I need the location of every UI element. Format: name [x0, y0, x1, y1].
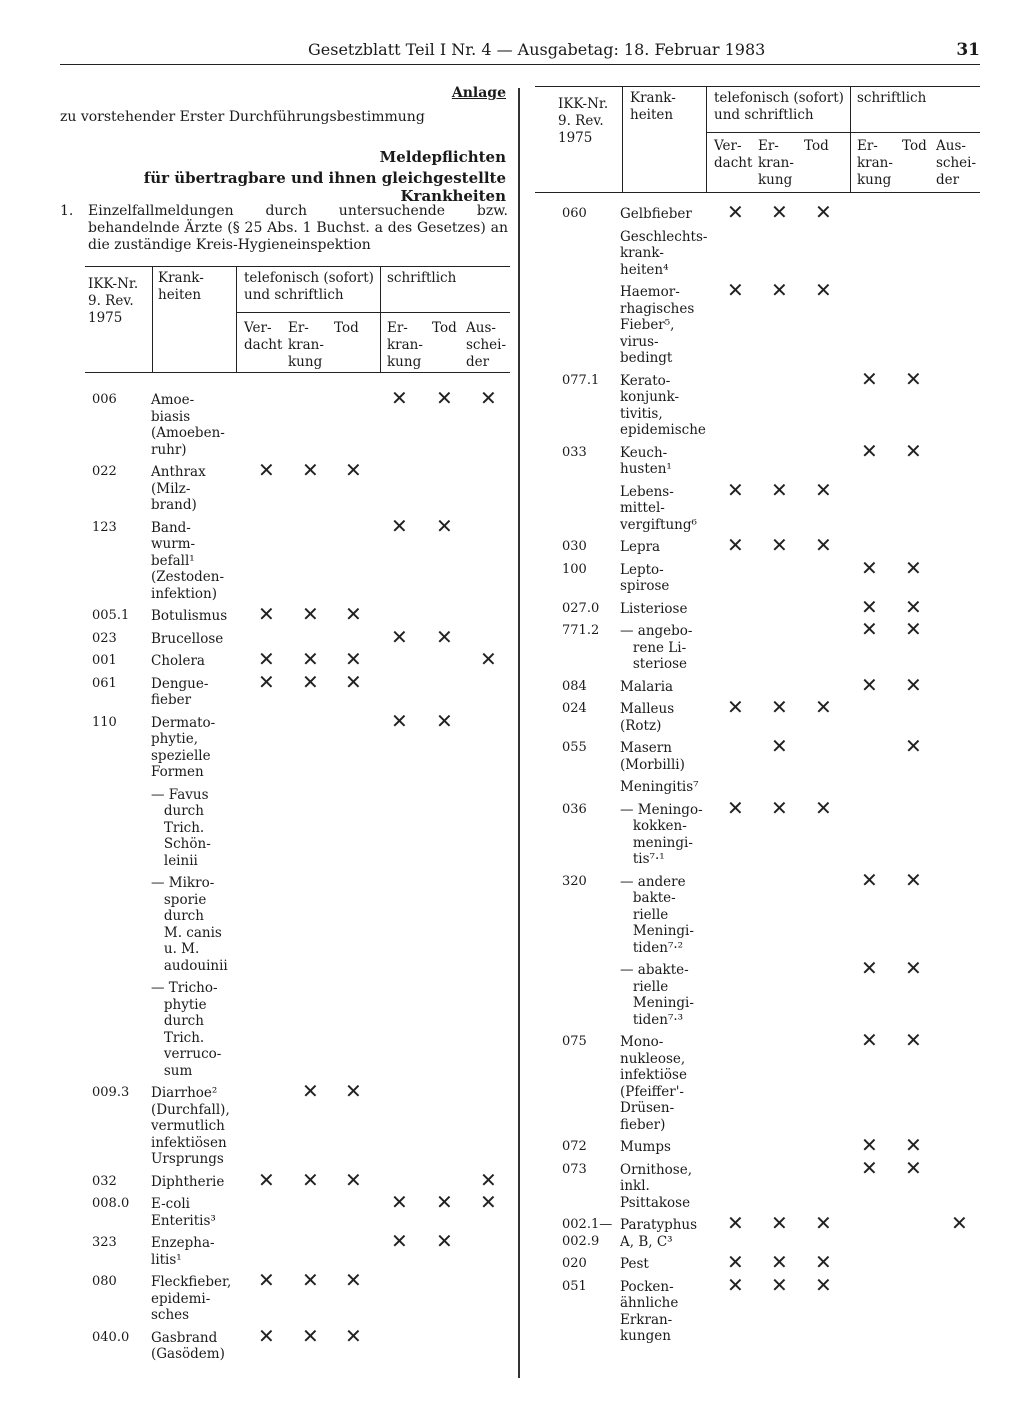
icd-code: 024 — [562, 701, 587, 716]
disease-name: — abakte- rielle Meningi- tiden⁷·³ — [620, 962, 694, 1028]
report-mark-icon: ✕ — [861, 366, 878, 391]
report-mark-icon: ✕ — [302, 1268, 319, 1292]
report-mark-icon: ✕ — [771, 477, 788, 502]
icd-code: 036 — [562, 801, 587, 817]
header-group-rule — [706, 132, 980, 133]
header-vline-code — [622, 86, 623, 192]
report-mark-icon: ✕ — [727, 1272, 744, 1297]
report-mark-icon: ✕ — [815, 1250, 832, 1274]
page-header — [60, 38, 980, 65]
icd-code: 771.2 — [562, 623, 600, 638]
section-subtitle: für übertragbare und ihnen gleichgestellte Krankheiten — [143, 169, 506, 205]
report-mark-icon: ✕ — [771, 278, 788, 302]
column-divider — [518, 88, 520, 1378]
report-mark-icon: ✕ — [861, 956, 878, 980]
icd-code: 002.1— 002.9 — [562, 1217, 613, 1249]
icd-code: 077.1 — [562, 372, 600, 388]
report-mark-icon: ✕ — [436, 624, 453, 649]
disease-name: Listeriose — [620, 600, 688, 617]
icd-code: 320 — [562, 873, 587, 889]
icd-code: 080 — [92, 1274, 117, 1289]
report-mark-icon: ✕ — [861, 594, 878, 619]
header-vline-name — [706, 86, 707, 192]
header-bottom-rule — [535, 192, 980, 193]
icd-code: 055 — [562, 740, 587, 755]
report-mark-icon: ✕ — [727, 278, 744, 302]
report-mark-icon: ✕ — [905, 438, 922, 463]
report-mark-icon: ✕ — [391, 708, 408, 733]
header-erkrankung: Er- kran- kung — [758, 138, 794, 188]
icd-code: 006 — [92, 392, 117, 407]
report-mark-icon: ✕ — [815, 477, 832, 502]
icd-code: 027.0 — [562, 600, 600, 616]
report-mark-icon: ✕ — [815, 278, 832, 302]
anlage-title: Anlage — [451, 85, 506, 101]
report-mark-icon: ✕ — [391, 624, 408, 649]
header-erkrankung-written: Er- kran- kung — [387, 320, 423, 370]
icd-code: 033 — [562, 444, 587, 460]
report-mark-icon: ✕ — [861, 1028, 878, 1052]
header-phone: telefonisch (sofort) und schriftlich — [244, 270, 374, 303]
report-mark-icon: ✕ — [480, 1190, 497, 1214]
disease-name: Haemor- rhagisches Fieber⁵, virus- bedingt — [620, 284, 695, 366]
report-mark-icon: ✕ — [258, 602, 275, 626]
icd-code: 008.0 — [92, 1196, 130, 1211]
report-mark-icon: ✕ — [258, 1268, 275, 1292]
disease-name: Cholera — [151, 653, 205, 669]
report-mark-icon: ✕ — [345, 602, 362, 626]
disease-name: Anthrax (Milz- brand) — [151, 464, 206, 513]
disease-name: Malaria — [620, 678, 674, 695]
report-mark-icon: ✕ — [345, 458, 362, 482]
report-mark-icon: ✕ — [302, 602, 319, 626]
disease-name: Meningitis⁷ — [620, 779, 699, 795]
header-name: Krank- heiten — [158, 270, 204, 303]
report-mark-icon: ✕ — [905, 366, 922, 391]
report-mark-icon: ✕ — [905, 956, 922, 980]
item-text: Einzelfallmeldungen durch untersuchende bzw. behandelnde Ärzte (§ 25 Abs. 1 Buchst. a des Gesetzes) an die zuständige Kreis-Hygieneinspektion — [88, 203, 508, 253]
header-erkrankung: Er- kran- kung — [288, 320, 324, 370]
icd-code: 084 — [562, 678, 587, 694]
disease-name: Mumps — [620, 1139, 671, 1155]
item-number: 1. — [60, 203, 74, 219]
report-mark-icon: ✕ — [391, 1229, 408, 1253]
report-mark-icon: ✕ — [905, 734, 922, 758]
report-mark-icon: ✕ — [345, 669, 362, 694]
report-mark-icon: ✕ — [771, 734, 788, 758]
disease-name: — andere bakte- rielle Meningi- tiden⁷·² — [620, 873, 694, 956]
header-ausscheider: Aus- schei- der — [936, 138, 977, 188]
report-mark-icon: ✕ — [436, 513, 453, 538]
icd-code: 110 — [92, 714, 117, 730]
disease-name: Diarrhoe² (Durchfall), vermutlich infektiösen Ursprungs — [151, 1085, 230, 1167]
icd-code: 032 — [92, 1173, 117, 1189]
disease-name: Mono- nukleose, infektiöse (Pfeiffer'- Drüsen- fieber) — [620, 1034, 687, 1133]
report-mark-icon: ✕ — [771, 533, 788, 557]
report-mark-icon: ✕ — [302, 1079, 319, 1103]
report-mark-icon: ✕ — [436, 708, 453, 733]
header-tod: Tod — [804, 138, 829, 154]
report-mark-icon: ✕ — [345, 647, 362, 671]
disease-name: Malleus (Rotz) — [620, 701, 675, 734]
report-mark-icon: ✕ — [391, 1190, 408, 1214]
report-mark-icon: ✕ — [905, 867, 922, 892]
disease-name: Lepto- spirose — [620, 561, 670, 594]
header-title: Gesetzblatt Teil I Nr. 4 — Ausgabetag: 18. Februar 1983 — [308, 40, 766, 59]
report-mark-icon: ✕ — [771, 1250, 788, 1274]
report-mark-icon: ✕ — [727, 795, 744, 820]
report-mark-icon: ✕ — [302, 458, 319, 482]
report-mark-icon: ✕ — [905, 617, 922, 641]
disease-name: Pocken- ähnliche Erkran- kungen — [620, 1278, 679, 1344]
header-code: IKK-Nr. 9. Rev. 1975 — [88, 276, 139, 326]
report-mark-icon: ✕ — [861, 438, 878, 463]
header-tod: Tod — [334, 320, 359, 336]
report-mark-icon: ✕ — [951, 1211, 968, 1235]
icd-code: 030 — [562, 539, 587, 554]
disease-name: — angebo- rene Li- steriose — [620, 623, 693, 672]
icd-code: 001 — [92, 653, 117, 668]
disease-name: — Mikro- sporie durch M. canis u. M. audouinii — [151, 875, 228, 974]
icd-code: 009.3 — [92, 1085, 130, 1100]
icd-code: 100 — [562, 561, 587, 577]
disease-name: Enzepha- litis¹ — [151, 1235, 215, 1268]
report-mark-icon: ✕ — [815, 1211, 832, 1235]
icd-code: 060 — [562, 206, 587, 221]
report-mark-icon: ✕ — [861, 1133, 878, 1157]
disease-name: Keuch- husten¹ — [620, 444, 672, 477]
icd-code: 073 — [562, 1161, 587, 1177]
report-mark-icon: ✕ — [258, 1167, 275, 1192]
report-mark-icon: ✕ — [480, 386, 497, 410]
report-mark-icon: ✕ — [391, 513, 408, 538]
header-vline-phone — [380, 266, 381, 372]
disease-name: — Tricho- phytie durch Trich. verruco- sum — [151, 980, 222, 1079]
report-mark-icon: ✕ — [905, 555, 922, 580]
disease-name: Gasbrand (Gasödem) — [151, 1329, 225, 1362]
report-mark-icon: ✕ — [771, 795, 788, 820]
report-mark-icon: ✕ — [905, 672, 922, 697]
report-mark-icon: ✕ — [727, 533, 744, 557]
header-name: Krank- heiten — [630, 90, 676, 123]
report-mark-icon: ✕ — [727, 1211, 744, 1235]
disease-name: Masern (Morbilli) — [620, 740, 685, 773]
report-mark-icon: ✕ — [905, 594, 922, 619]
report-mark-icon: ✕ — [861, 617, 878, 641]
disease-name: Botulismus — [151, 608, 228, 624]
header-vline-name — [236, 266, 237, 372]
report-mark-icon: ✕ — [905, 1155, 922, 1180]
header-verdacht: Ver- dacht — [714, 138, 753, 171]
icd-code: 323 — [92, 1235, 117, 1250]
report-mark-icon: ✕ — [302, 1167, 319, 1192]
report-mark-icon: ✕ — [727, 695, 744, 719]
report-mark-icon: ✕ — [345, 1167, 362, 1192]
header-tod-written: Tod — [902, 138, 927, 154]
disease-name: Dengue- fieber — [151, 675, 209, 708]
header-ausscheider: Aus- schei- der — [466, 320, 507, 370]
header-tod-written: Tod — [432, 320, 457, 336]
header-vline-code — [152, 266, 153, 372]
report-mark-icon: ✕ — [771, 1272, 788, 1297]
report-mark-icon: ✕ — [815, 200, 832, 224]
header-code: IKK-Nr. 9. Rev. 1975 — [558, 96, 609, 146]
disease-name: Lebens- mittel- vergiftung⁶ — [620, 483, 697, 533]
disease-name: Kerato- konjunk- tivitis, epidemische — [620, 372, 706, 438]
header-written: schriftlich — [857, 90, 927, 106]
header-bottom-rule — [85, 372, 510, 373]
disease-name: Diphtherie — [151, 1173, 225, 1190]
report-mark-icon: ✕ — [258, 669, 275, 694]
report-mark-icon: ✕ — [258, 647, 275, 671]
report-mark-icon: ✕ — [771, 1211, 788, 1235]
report-mark-icon: ✕ — [727, 200, 744, 224]
disease-name: Amoe- biasis (Amoeben- ruhr) — [151, 392, 225, 458]
header-vline-phone — [850, 86, 851, 192]
disease-name: — Meningo- kokken- meningi- tis⁷·¹ — [620, 801, 703, 867]
report-mark-icon: ✕ — [861, 672, 878, 697]
report-mark-icon: ✕ — [391, 386, 408, 410]
report-mark-icon: ✕ — [258, 458, 275, 482]
page-number: 31 — [956, 40, 980, 60]
report-mark-icon: ✕ — [436, 386, 453, 410]
report-mark-icon: ✕ — [258, 1323, 275, 1348]
report-mark-icon: ✕ — [436, 1229, 453, 1253]
icd-code: 123 — [92, 519, 117, 535]
report-mark-icon: ✕ — [815, 695, 832, 719]
disease-name: Geschlechts- krank- heiten⁴ — [620, 228, 708, 278]
report-mark-icon: ✕ — [345, 1323, 362, 1348]
disease-name: Lepra — [620, 539, 661, 555]
report-mark-icon: ✕ — [302, 1323, 319, 1348]
icd-code: 061 — [92, 675, 117, 691]
header-erkrankung-written: Er- kran- kung — [857, 138, 893, 188]
report-mark-icon: ✕ — [861, 555, 878, 580]
report-mark-icon: ✕ — [345, 1079, 362, 1103]
report-mark-icon: ✕ — [905, 1133, 922, 1157]
disease-name: Gelbfieber — [620, 206, 692, 222]
icd-code: 040.0 — [92, 1329, 130, 1345]
disease-name: E-coli Enteritis³ — [151, 1196, 216, 1229]
report-mark-icon: ✕ — [815, 795, 832, 820]
disease-name: Fleckfieber, epidemi- sches — [151, 1274, 232, 1323]
section-title: Meldepflichten — [379, 148, 506, 166]
icd-code: 005.1 — [92, 608, 130, 623]
report-mark-icon: ✕ — [861, 867, 878, 892]
report-mark-icon: ✕ — [815, 533, 832, 557]
report-mark-icon: ✕ — [302, 669, 319, 694]
report-mark-icon: ✕ — [302, 647, 319, 671]
report-mark-icon: ✕ — [727, 1250, 744, 1274]
header-top-rule — [85, 266, 510, 267]
report-mark-icon: ✕ — [771, 200, 788, 224]
report-mark-icon: ✕ — [480, 647, 497, 671]
header-top-rule — [535, 86, 980, 87]
icd-code: 051 — [562, 1278, 587, 1294]
report-mark-icon: ✕ — [815, 1272, 832, 1297]
icd-code: 072 — [562, 1139, 587, 1154]
header-phone: telefonisch (sofort) und schriftlich — [714, 90, 844, 123]
disease-name: Brucellose — [151, 630, 224, 647]
disease-name: — Favus durch Trich. Schön- leinii — [151, 786, 211, 869]
icd-code: 022 — [92, 464, 117, 479]
report-mark-icon: ✕ — [480, 1167, 497, 1192]
report-mark-icon: ✕ — [345, 1268, 362, 1292]
icd-code: 020 — [562, 1256, 587, 1271]
report-mark-icon: ✕ — [861, 1155, 878, 1180]
header-group-rule — [236, 312, 510, 313]
disease-name: Ornithose, inkl. Psittakose — [620, 1161, 692, 1211]
disease-name: Dermato- phytie, spezielle Formen — [151, 714, 216, 780]
disease-name: Paratyphus A, B, C³ — [620, 1217, 698, 1250]
report-mark-icon: ✕ — [905, 1028, 922, 1052]
disease-name: Pest — [620, 1256, 649, 1272]
report-mark-icon: ✕ — [771, 695, 788, 719]
report-mark-icon: ✕ — [727, 477, 744, 502]
disease-name: Band- wurm- befall¹ (Zestoden- infektion) — [151, 519, 225, 602]
anlage-subtitle: zu vorstehender Erster Durchführungsbestimmung — [60, 109, 425, 125]
header-written: schriftlich — [387, 270, 457, 286]
icd-code: 075 — [562, 1034, 587, 1049]
report-mark-icon: ✕ — [436, 1190, 453, 1214]
header-verdacht: Ver- dacht — [244, 320, 283, 353]
icd-code: 023 — [92, 630, 117, 646]
